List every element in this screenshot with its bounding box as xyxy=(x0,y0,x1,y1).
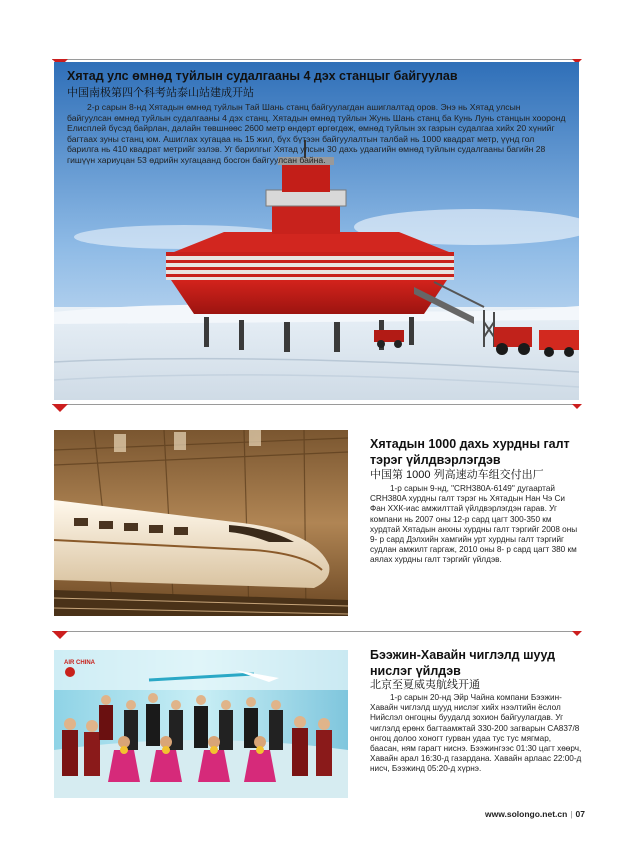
article1-body-text: 2-р сарын 8-нд Хятадын өмнөд туйлын Тай Шань станц байгуулагдан ашиглалтад оров. Энэ нь Хятад улсын байгуулсан өмнөд туйлын судалгааны 4 дэх станц. Хятадын өмнөд туйлын Жунь Шань станц ба Кунь Лунь станцын хооронд Елисплей бүсэд байрлан, далайн төвшнөөс 2600 метр өндөрт өргөгдөж, өмнөд туйлын эх газрын судалгаа хийх 20 хүнийг багтаах зуны станц юм. Ашиглах хугацаа нь 15 жил, бүх бүтээн байгуулалтын талбай нь 1000 квадрат метр, үүнд гол барилга нь 410 квадрат метрийг эзлэв. Уг барилгыг Хятад улсын 30 дахь удаагийн өмнөд туйлын судалгааны багийн 28 гишүүн хариуцан 53 өдрийн хугацаанд босгон байгуулсан байна. xyxy=(67,102,566,165)
section-divider xyxy=(52,59,579,60)
section-divider xyxy=(52,404,579,405)
article3-title: Бээжин-Хавайн чиглэлд шууд нислэг үйлдэв xyxy=(370,648,556,678)
footer-separator: | xyxy=(570,809,573,819)
article1-title: Хятад улс өмнөд туйлын судалгааны 4 дэх станцыг байгуулав xyxy=(67,69,458,83)
article2-subtitle: 中国第 1000 列高速动车组交付出厂 xyxy=(370,469,544,481)
air-china-logo-icon xyxy=(65,667,75,677)
article3-body xyxy=(370,693,582,775)
air-china-ceremony-illustration xyxy=(54,650,348,798)
article3-body-text: 1-р сарын 20-нд Эйр Чайна компани Бээжин-Хавайн чиглэлд шууд нислэг хийх нээлтийн ёслол Нийслэл онгоцны буудалд зохион байгуулагдав. Уг чиглэлд ерөнх багтаамжтай 330-200 загварын CA837/8 онгоц долоо хоногт гурван удаа тус тус мягмар, баасан, ням гарагт ниснэ. Бээжингээс 01:30 цагт хөөрч, Хавайн арал 16:30-д газардана. Хавайн арлаас 22:00-д нисч, Бээжинд 05:20-д хүрнэ. xyxy=(370,693,582,774)
high-speed-train-photo xyxy=(54,430,348,616)
article1-body xyxy=(67,102,567,166)
article2-title: Хятадын 1000 дахь хурдны галт тэрэг үйлдвэрлэгдэв xyxy=(370,437,570,467)
article2-body-text: 1-р сарын 9-нд, "CRH380A-6149" дугаартай CRH380A хурдны галт тэрэг нь Хятадын Нан Чэ Си Фан ХХК-иас амжилттай үйлдвэрлэгдэн гарав. Уг компани нь 2007 оны 12-р сард цагт 300-350 км хурдтай Хятадын анхны хурдны галт тэргийг 2008 оны 9- р сард Дэлхийн хамгийн урт хурдны галт тэргийг судлан амжилт гаргаж, 2010 оны 8- р сард цагт 380 км аялах хурдны галт тэргийг үйлдэв. xyxy=(370,484,578,565)
page-footer xyxy=(485,809,585,819)
article1-subtitle: 中国南极第四个科考站泰山站建成开站 xyxy=(67,87,254,99)
section-marker xyxy=(52,404,68,412)
air-china-ceremony-photo xyxy=(54,650,348,798)
section-divider xyxy=(52,631,579,632)
section-marker xyxy=(52,631,68,639)
section-marker-right xyxy=(572,631,582,636)
article2-body xyxy=(370,484,582,566)
footer-url: www.solongo.net.cn xyxy=(485,809,568,819)
air-china-logo-text: AIR CHINA xyxy=(64,660,95,666)
page-number: 07 xyxy=(575,809,586,819)
section-marker-right xyxy=(572,404,582,409)
article3-subtitle: 北京至夏威夷航线开通 xyxy=(370,679,480,691)
high-speed-train-illustration xyxy=(54,430,348,616)
